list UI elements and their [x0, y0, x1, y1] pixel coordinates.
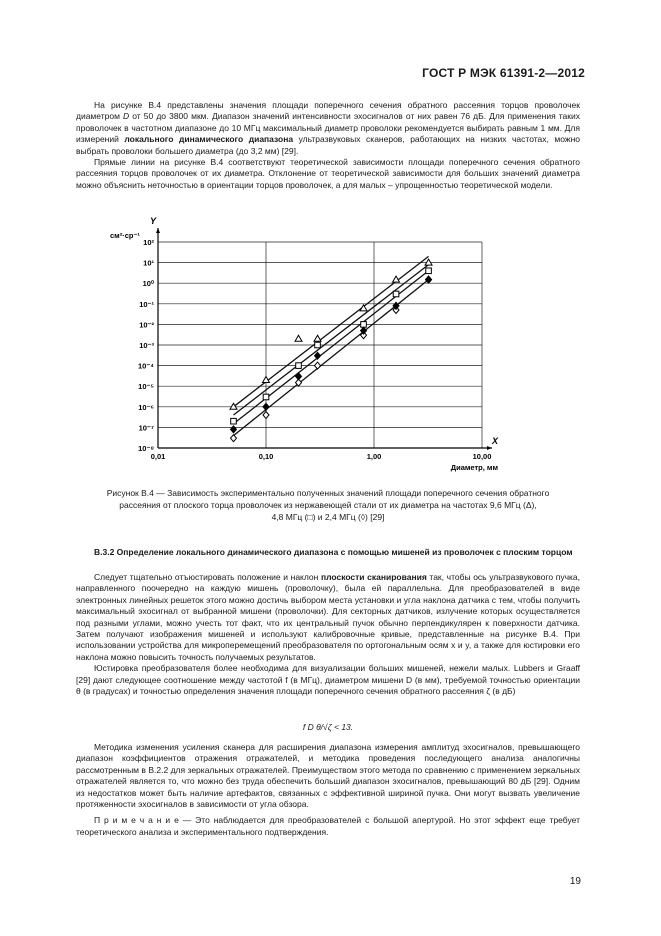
section-title: В.3.2 Определение локального динамического диапазона с помощью мишеней из проволочек с плоским торцом: [94, 547, 573, 557]
diamond-filled-point: [263, 403, 269, 410]
y-tick-label: 10²: [143, 238, 154, 247]
y-tick-label: 10⁻⁶: [138, 402, 154, 412]
intro-paragraphs: [76, 100, 580, 191]
body-paragraphs: [76, 572, 580, 697]
paragraph-2: Прямые линии на рисунке В.4 соответствуют теоретической зависимости площади поперечного сечения обратного рассеяния торцов проволочек от их диаметра. Отклонение от теоретической зависимости для больших значений диаметра можно объяснить неточностью в ориентации торцов проволочек, а для малых – упрощенностью теоретической модели.: [76, 157, 580, 190]
square-point: [393, 291, 399, 297]
y-tick-label: 10¹: [143, 258, 154, 268]
figure-b4-chart: [110, 212, 500, 482]
document-header: ГОСТ Р МЭК 61391-2—2012: [422, 66, 585, 80]
fit-line: [233, 256, 428, 406]
y-tick-label: 10⁻³: [139, 341, 154, 350]
x-axis-arrow: [487, 446, 492, 450]
y-tick-label: 10⁻⁴: [137, 361, 154, 371]
y-tick-label: 10⁻⁸: [138, 444, 154, 453]
triangle-point: [425, 259, 432, 265]
paragraph-4: Юстировка преобразователя более необходима для визуализации больших мишеней, нежели малых. Lubbers и Graaff [29] дают следующее соотношение между частотой f (в МГц), диаметром мишени D (в мм), требуемой точностью ориентации θ (в градусах) и точностью определения значения площади поперечного сечения обратного рассеяния ζ (в дБ): [76, 663, 580, 697]
diamond-filled-point: [315, 352, 321, 359]
y-axis-letter: Y: [150, 216, 157, 226]
figure-caption: [88, 487, 568, 524]
x-axis-letter: X: [491, 436, 498, 446]
y-tick-label: 10⁻⁵: [138, 382, 154, 392]
square-point: [231, 418, 237, 424]
fit-line: [233, 280, 428, 436]
x-tick-label: 10,00: [472, 452, 492, 461]
y-tick-label: 10⁰: [142, 279, 154, 289]
square-point: [296, 363, 302, 369]
paragraph-3: Следует тщательно отъюстировать положение и наклон плоскости сканирования так, чтобы ось ультразвукового пучка, направленного поочередно на каждую мишень (проволочку), была ей параллельна. Для преобразователей в виде электронных линейных решеток этого можно достичь выбором места установки и угла наклона датчика с тем, чтобы получить максимальный эхосигнал от выбранной мишени (проволочки). Для секторных датчиков, излучение которых осуществляется под разными углами, можно учесть тот факт, что их центральный пучок обычно перпендикулярен к поверхности датчика. Затем получают изображения мишеней и используют калибровочные кривые, представленные на рисунке В.4. При использовании устройства для микроперемещений преобразователя по ортогональным осям x и y, а также для юстировки его наклона можно повысить точность получаемых результатов.: [76, 572, 580, 662]
diamond-open-point: [230, 435, 236, 442]
triangle-point: [295, 335, 302, 341]
x-tick-label: 0,01: [150, 452, 166, 461]
paragraph-1: На рисунке В.4 представлены значения площади поперечного сечения обратного рассеяния торцов проволочек диаметром D от 50 до 3800 мкм. Диапазон значений интенсивности эхосигналов от них равен 76 дБ. Для применения таких проволочек в частотном диапазоне до 10 МГц максимальный диаметр проволоки рекомендуется выбирать равным 1 мм. Для измерений локального динамического диапазона ультразвуковых сканеров, работающих на низких частотах, можно выбрать проволоки большего диаметра (до 3,2 мм) [29].: [76, 100, 580, 156]
y-tick-label: 10⁻⁷: [138, 423, 154, 433]
x-tick-label: 1,00: [366, 452, 382, 461]
y-tick-label: 10⁻¹: [139, 299, 154, 309]
square-point: [263, 394, 269, 400]
x-tick-label: 0,10: [258, 452, 274, 461]
body-paragraphs-2: [76, 742, 580, 838]
caption-line-3: 4,8 МГц (□) и 2,4 МГц (◊) [29]: [271, 512, 385, 523]
triangle-point: [314, 335, 321, 341]
caption-line-1: Рисунок В.4 — Зависимость экспериментально полученных значений площади поперечного сечения обратного: [106, 488, 550, 498]
square-point: [315, 342, 321, 348]
square-point: [426, 268, 432, 274]
diamond-open-point: [263, 411, 269, 418]
diamond-open-point: [315, 362, 321, 369]
y-axis-arrow: [156, 228, 160, 233]
y-tick-label: 10⁻²: [139, 320, 154, 330]
fit-line: [233, 265, 428, 415]
formula: f D θ/√ζ < 13.: [302, 722, 354, 732]
x-axis-label: Диаметр, мм: [450, 463, 498, 472]
note: П р и м е ч а н и е — Это наблюдается для преобразователей с большой апертурой. Но этот эффект еще требует теоретического анализа и экспериментального подтверждения.: [76, 815, 580, 837]
caption-line-2: рассеяния от плоского торца проволочек из нержавеющей стали от их диаметра на частотах 9,6 МГц (Δ),: [119, 500, 537, 511]
paragraph-5: Методика изменения усиления сканера для расширения диапазона измерения амплитуд эхосигналов, превышающего диапазон коэффициентов отражения отражателей, и методика проведения последующего анализа аналогичны рассмотренным в В.2.2 для зеркальных отражателей. Преимуществом этого метода по сравнению с применением зеркальных отражателей является то, что можно без труда обеспечить больший диапазон эхосигналов, превышающий 80 дБ [29]. Одним из недостатков может быть наличие артефактов, связанных с эффективной шириной пучка. Они могут вызвать увеличение протяженности эхосигналов в зависимости от угла обзора.: [76, 742, 580, 810]
page-number: 19: [569, 876, 581, 887]
y-axis-label: см²·ср⁻¹: [110, 231, 140, 240]
diamond-filled-point: [230, 426, 236, 433]
